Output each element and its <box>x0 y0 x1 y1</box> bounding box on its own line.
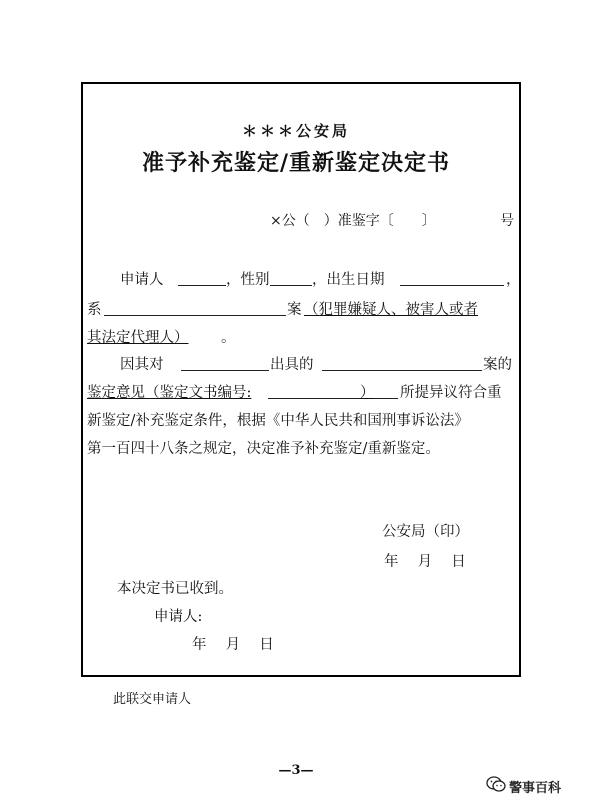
because-of-label: 因其对 <box>120 357 164 373</box>
issued-label: 出具的 <box>270 357 314 373</box>
opinion-trailing-line <box>374 398 398 399</box>
document-title: 准予补充鉴定/重新鉴定决定书 <box>141 150 451 176</box>
role-note-continued: 其法定代理人） <box>87 330 189 346</box>
document-number-blank <box>268 398 360 399</box>
document-number-suffix: 号 <box>500 213 514 229</box>
receipt-applicant-label: 申请人: <box>154 609 203 625</box>
appraisal-org-blank <box>181 370 269 371</box>
legal-basis-text: 新鉴定/补充鉴定条件，根据《中华人民共和国刑事诉讼法》 <box>87 413 469 429</box>
objection-text: 所提异议符合重 <box>400 385 502 401</box>
role-note: （犯罪嫌疑人、被害人或者 <box>304 302 478 318</box>
birth-date-label: ，出生日期 <box>312 272 385 288</box>
receipt-statement: 本决定书已收到。 <box>117 581 233 597</box>
copy-note: 此联交申请人 <box>113 692 192 707</box>
opinion-close: ） <box>360 385 375 401</box>
gender-blank <box>270 285 312 286</box>
birth-date-blank <box>400 285 504 286</box>
page-number: —3— <box>278 763 314 778</box>
case-of-label: 案的 <box>483 357 512 373</box>
applicant-name-blank <box>178 285 226 286</box>
wechat-icon <box>486 776 506 796</box>
bureau-seal-label: 公安局（印） <box>382 524 469 540</box>
issuing-agency: ＊＊＊公安局 <box>241 122 350 140</box>
decision-text: 第一百四十八条之规定，决定准予补充鉴定/重新鉴定。 <box>87 441 440 457</box>
gender-label: ，性别 <box>226 272 270 288</box>
appraisal-opinion-label: 鉴定意见（鉴定文书编号: <box>87 385 252 401</box>
comma: ， <box>506 272 521 288</box>
applicant-label: 申请人 <box>120 272 164 288</box>
case-blank <box>322 370 482 371</box>
case-name-blank <box>104 315 286 316</box>
watermark-text: 警事百科 <box>509 780 562 796</box>
relation-label: 系 <box>87 302 102 318</box>
period: 。 <box>221 330 236 346</box>
document-number: ×公（ ）准鉴字〔 〕 <box>270 213 436 229</box>
receipt-date: 年 月 日 <box>192 637 274 653</box>
signature-date: 年 月 日 <box>384 554 466 570</box>
case-label: 案 <box>287 302 302 318</box>
watermark <box>486 776 561 796</box>
